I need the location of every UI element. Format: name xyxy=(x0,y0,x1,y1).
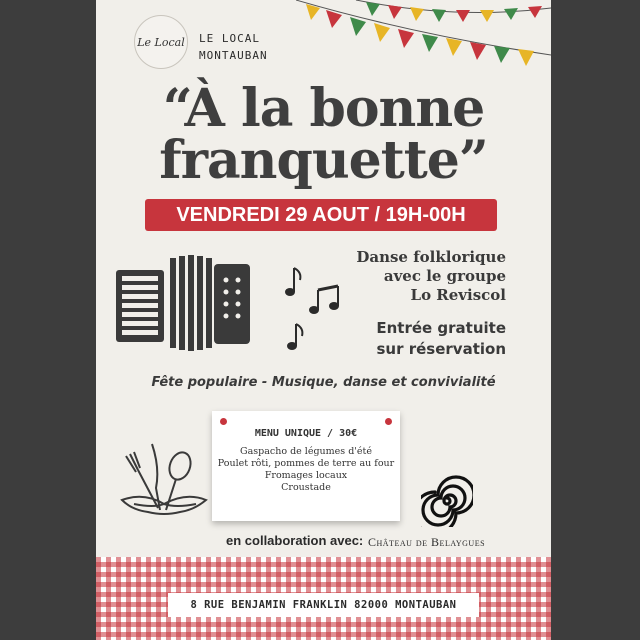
address-box xyxy=(168,593,479,617)
menu-item: Poulet rôti, pommes de terre au four xyxy=(217,458,395,469)
menu-card xyxy=(212,411,400,521)
accordion-icon xyxy=(114,250,254,360)
venue-logo xyxy=(134,15,188,69)
dance-line2: avec le groupe xyxy=(383,267,506,285)
entry-info xyxy=(346,318,506,360)
menu-item: Gaspacho de légumes d'été xyxy=(240,446,372,457)
partner-text: Château de Belaygues xyxy=(368,535,486,549)
dance-line1: Danse folklorique xyxy=(356,248,506,266)
menu-item: Croustade xyxy=(281,482,331,493)
entry-line1: Entrée gratuite xyxy=(376,319,506,337)
dance-line3: Lo Reviscol xyxy=(410,286,506,304)
menu-item: Fromages locaux xyxy=(264,470,348,481)
menu-title: MENU UNIQUE / 30€ xyxy=(254,428,358,439)
cutlery-icon xyxy=(114,438,214,533)
poster xyxy=(96,0,551,640)
venue-name xyxy=(199,30,268,64)
date-banner xyxy=(145,199,497,231)
address-text: 8 RUE BENJAMIN FRANKLIN 82000 MONTAUBAN xyxy=(190,599,457,611)
bunting-flags xyxy=(296,0,551,80)
tagline: Fête populaire - Musique, danse et convivialité xyxy=(151,375,496,390)
logo-text: Le Local xyxy=(137,35,185,49)
date-text: VENDREDI 29 AOUT / 19H-00H xyxy=(176,203,466,226)
title-line1: “À la bonne xyxy=(162,78,485,139)
pin-icon xyxy=(220,418,227,425)
dance-info xyxy=(306,248,506,305)
title-line2: franquette” xyxy=(159,130,488,191)
entry-line2: sur réservation xyxy=(376,340,506,358)
pin-icon xyxy=(385,418,392,425)
collaboration-label: en collaboration avec: xyxy=(226,533,364,548)
partner-name xyxy=(368,535,485,550)
spiral-logo-icon xyxy=(421,475,473,527)
venue-line2: MONTAUBAN xyxy=(199,49,268,62)
menu-items xyxy=(212,446,400,494)
venue-line1: LE LOCAL xyxy=(199,32,260,45)
